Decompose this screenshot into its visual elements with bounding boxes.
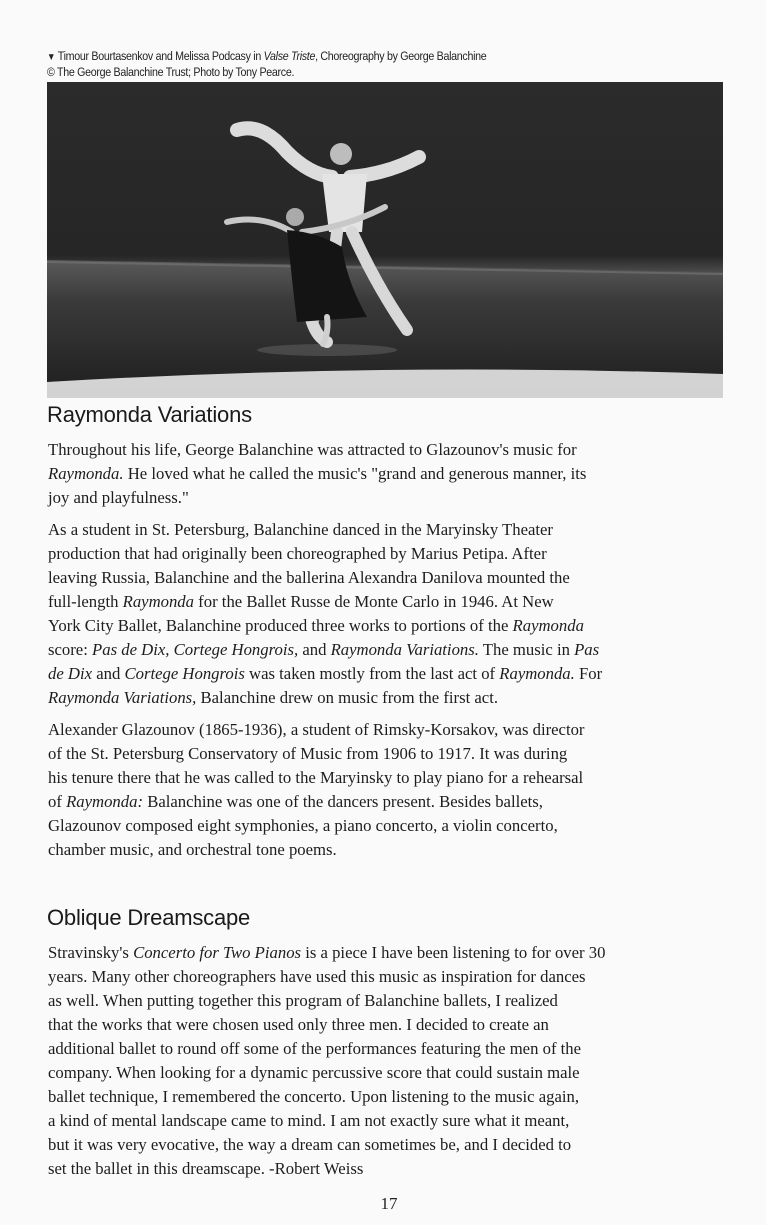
- raymonda-body: [48, 438, 720, 870]
- text-line: that the works that were chosen used only three men. I decided to create an: [48, 1015, 549, 1034]
- text-line: Glazounov composed eight symphonies, a piano concerto, a violin concerto,: [48, 816, 558, 835]
- text-line: Throughout his life, George Balanchine was attracted to Glazounov's music for: [48, 440, 577, 459]
- dancers-photo: [47, 82, 723, 398]
- text-line: score: Pas de Dix, Cortege Hongrois, and Raymonda Variations. The music in Pas: [48, 640, 600, 659]
- text-line: of the St. Petersburg Conservatory of Music from 1906 to 1917. It was during: [48, 744, 568, 763]
- text-line: his tenure there that he was called to the Maryinsky to play piano for a rehearsal: [48, 768, 584, 787]
- text-line: As a student in St. Petersburg, Balanchine danced in the Maryinsky Theater: [48, 520, 553, 539]
- text-line: years. Many other choreographers have used this music as inspiration for dances: [48, 967, 586, 986]
- text-line: Raymonda. He loved what he called the music's "grand and generous manner, its: [48, 464, 587, 483]
- text-line: production that had originally been choreographed by Marius Petipa. After: [48, 544, 547, 563]
- text-line: set the ballet in this dreamscape. -Robert Weiss: [48, 1159, 364, 1178]
- dancers-photo-image: [47, 82, 723, 398]
- text-line: joy and playfulness.": [48, 488, 189, 507]
- section-heading-raymonda: Raymonda Variations: [47, 402, 252, 427]
- raymonda-paragraph-1: [48, 438, 720, 510]
- text-line: Raymonda Variations, Balanchine drew on music from the first act.: [48, 688, 499, 707]
- text-line: York City Ballet, Balanchine produced three works to portions of the Raymonda: [48, 616, 584, 635]
- text-line: additional ballet to round off some of the performances featuring the men of the: [48, 1039, 582, 1058]
- raymonda-paragraph-2: [48, 518, 720, 710]
- caption-line-2: © The George Balanchine Trust; Photo by Tony Pearce.: [47, 65, 295, 79]
- caption-line-1: ▼ Timour Bourtasenkov and Melissa Podcasy in Valse Triste, Choreography by George Balanchine: [47, 49, 487, 63]
- raymonda-paragraph-3: [48, 718, 720, 862]
- caption-marker-icon: ▼: [47, 52, 56, 63]
- text-line: Alexander Glazounov (1865-1936), a student of Rimsky-Korsakov, was director: [48, 720, 585, 739]
- text-line: de Dix and Cortege Hongrois was taken mostly from the last act of Raymonda. For: [48, 664, 603, 683]
- text-line: full-length Raymonda for the Ballet Russe de Monte Carlo in 1946. At New: [48, 592, 554, 611]
- text-line: but it was very evocative, the way a dream can sometimes be, and I decided to: [48, 1135, 572, 1154]
- text-line: leaving Russia, Balanchine and the ballerina Alexandra Danilova mounted the: [48, 568, 570, 587]
- text-line: ballet technique, I remembered the concerto. Upon listening to the music again,: [48, 1087, 580, 1106]
- text-line: company. When looking for a dynamic percussive score that could sustain male: [48, 1063, 580, 1082]
- text-line: of Raymonda: Balanchine was one of the dancers present. Besides ballets,: [48, 792, 543, 811]
- text-line: Stravinsky's Concerto for Two Pianos is a piece I have been listening to for over 30: [48, 943, 606, 962]
- page-number: 17: [380, 1194, 398, 1213]
- oblique-body: [48, 941, 720, 1189]
- text-line: as well. When putting together this program of Balanchine ballets, I realized: [48, 991, 558, 1010]
- text-line: a kind of mental landscape came to mind. I am not exactly sure what it meant,: [48, 1111, 570, 1130]
- section-heading-oblique: Oblique Dreamscape: [47, 905, 251, 930]
- text-line: chamber music, and orchestral tone poems.: [48, 840, 337, 859]
- oblique-paragraph-1: [48, 941, 720, 1181]
- photo-caption: [47, 49, 640, 80]
